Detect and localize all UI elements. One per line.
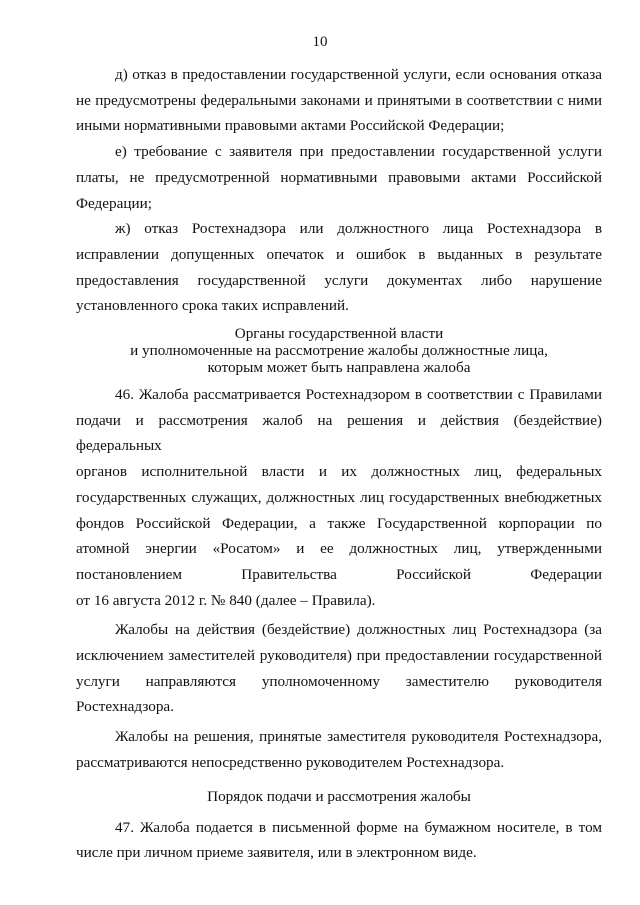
paragraph-d [76, 62, 602, 139]
paragraph-e [76, 139, 602, 216]
text-line: атомной энергии «Росатом» и ее должностных лиц, утвержденными [76, 540, 602, 558]
text-line: органов исполнительной власти и их должностных лиц, федеральных [76, 463, 602, 481]
paragraph-zh [76, 216, 602, 319]
paragraph-complaints-decisions [76, 724, 602, 775]
text-line: е) требование с заявителя при предоставлении государственной услуги [115, 143, 602, 161]
text-line: рассматриваются непосредственно руководителем Ростехнадзора. [76, 753, 505, 771]
section-heading-procedure [76, 788, 602, 805]
document-body [76, 62, 602, 866]
page-number: 10 [312, 34, 328, 50]
text-line: исключением заместителей руководителя) при предоставлении государственной [76, 647, 602, 665]
text-line: Жалобы на действия (бездействие) должностных лиц Ростехнадзора (за [115, 621, 602, 639]
section-heading-authorities [76, 325, 602, 376]
text-line: государственных служащих, должностных лиц государственных внебюджетных [76, 488, 602, 506]
heading-line: Порядок подачи и рассмотрения жалобы [207, 787, 471, 805]
text-line: подачи и рассмотрения жалоб на решения и действия (бездействие) федеральных [76, 411, 602, 455]
heading-line: которым может быть направлена жалоба [207, 359, 471, 377]
text-line: не предусмотрены федеральными законами и принятыми в соответствии с ними [76, 91, 602, 109]
text-line: услуги направляются уполномоченному заместителю руководителя [76, 672, 602, 690]
text-line: Ростехнадзора. [76, 698, 174, 716]
text-line: ж) отказ Ростехнадзора или должностного лица Ростехнадзора в [115, 220, 602, 238]
text-line: исправлении допущенных опечаток и ошибок в выданных в результате [76, 245, 602, 263]
heading-line: Органы государственной власти [234, 325, 444, 343]
text-line: 47. Жалоба подается в письменной форме на бумажном носителе, в том [115, 818, 602, 836]
paragraph-47 [76, 815, 602, 866]
text-line: от 16 августа 2012 г. № 840 (далее – Правила). [76, 591, 376, 609]
text-line: 46. Жалоба рассматривается Ростехнадзором в соответствии с Правилами [115, 386, 602, 404]
text-line: числе при личном приеме заявителя, или в электронном виде. [76, 844, 477, 862]
text-line: установленного срока таких исправлений. [76, 297, 349, 315]
text-line: иными нормативными правовыми актами Российской Федерации; [76, 117, 505, 135]
heading-line: и уполномоченные на рассмотрение жалобы должностные лица, [130, 342, 548, 360]
text-line: Федерации; [76, 194, 152, 212]
text-line: предоставления государственной услуги документах либо нарушение [76, 271, 602, 289]
text-line: Жалобы на решения, принятые заместителя руководителя Ростехнадзора, [115, 728, 602, 746]
text-line: постановлением Правительства Российской Федерации [76, 565, 602, 583]
text-line: фондов Российской Федерации, а также Государственной корпорации по [76, 514, 602, 532]
text-line: платы, не предусмотренной нормативными правовыми актами Российской [76, 168, 602, 186]
paragraph-complaints-actions [76, 617, 602, 720]
paragraph-46 [76, 382, 602, 613]
text-line: д) отказ в предоставлении государственной услуги, если основания отказа [115, 66, 602, 83]
